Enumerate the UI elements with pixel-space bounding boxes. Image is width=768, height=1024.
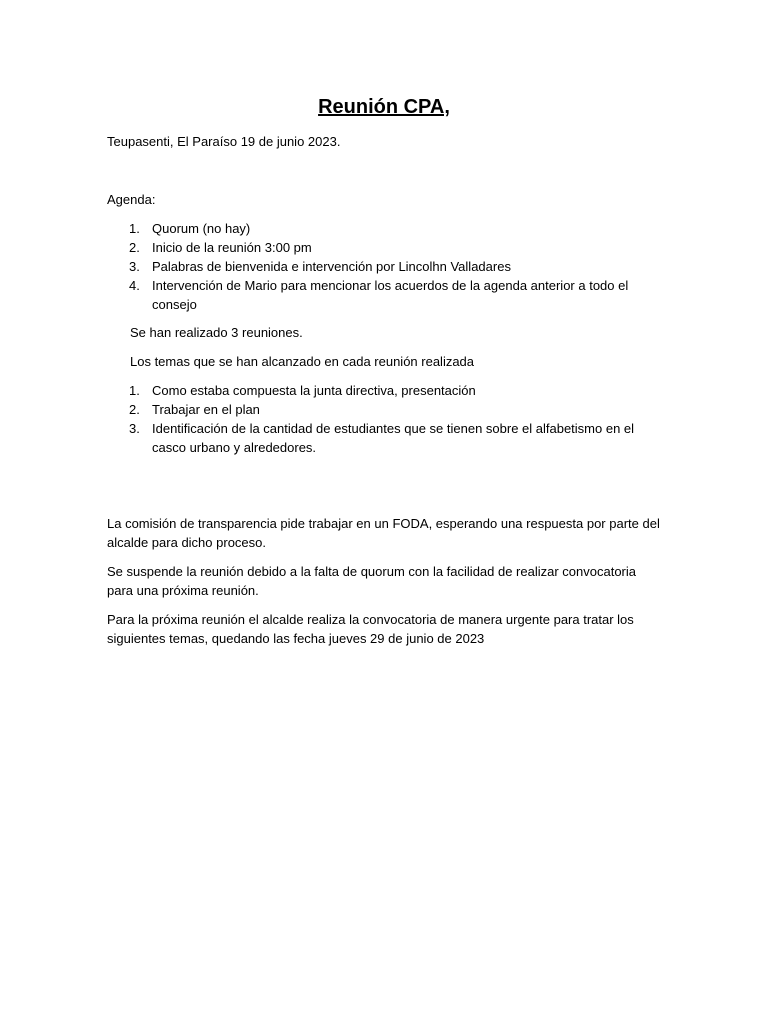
list-number: 2. — [129, 240, 140, 255]
list-item-text: Quorum (no hay) — [152, 221, 251, 236]
list-item-text: Trabajar en el plan — [152, 402, 260, 417]
paragraph-transparency: La comisión de transparencia pide trabajar en un FODA, esperando una respuesta por parte del alcalde para dicho proceso. — [107, 516, 660, 550]
list-item-text: Intervención de Mario para mencionar los acuerdos de la agenda anterior a todo el consejo — [152, 278, 629, 312]
list-number: 1. — [129, 383, 140, 398]
list-item — [107, 400, 662, 419]
list-item — [107, 381, 662, 400]
date-line: Teupasenti, El Paraíso 19 de junio 2023. — [107, 134, 341, 149]
list-number: 3. — [129, 421, 140, 436]
list-item-text: Palabras de bienvenida e intervención por Lincolhn Valladares — [152, 259, 511, 274]
list-item-text: Inicio de la reunión 3:00 pm — [152, 240, 312, 255]
list-item — [107, 219, 662, 238]
list-number: 2. — [129, 402, 140, 417]
paragraph-suspension: Se suspende la reunión debido a la falta de quorum con la facilidad de realizar convocatoria para una próxima reunión. — [107, 564, 637, 598]
topics-list — [107, 381, 662, 457]
list-item — [107, 238, 662, 257]
topics-intro: Los temas que se han alcanzado en cada reunión realizada — [130, 354, 475, 369]
meetings-note: Se han realizado 3 reuniones. — [130, 325, 303, 340]
agenda-label: Agenda: — [107, 192, 156, 207]
agenda-list — [107, 219, 662, 314]
list-number: 1. — [129, 221, 140, 236]
list-number: 3. — [129, 259, 140, 274]
document-title: Reunión CPA, — [318, 96, 450, 118]
list-item-text: Como estaba compuesta la junta directiva, presentación — [152, 383, 476, 398]
list-item — [107, 419, 662, 457]
paragraph-next-meeting: Para la próxima reunión el alcalde realiza la convocatoria de manera urgente para tratar los siguientes temas, quedando las fecha jueves 29 de junio de 2023 — [107, 612, 634, 646]
list-item — [107, 276, 662, 314]
list-item-text: Identificación de la cantidad de estudiantes que se tienen sobre el alfabetismo en el casco urbano y alrededores. — [152, 421, 635, 455]
list-number: 4. — [129, 278, 140, 293]
list-item — [107, 257, 662, 276]
